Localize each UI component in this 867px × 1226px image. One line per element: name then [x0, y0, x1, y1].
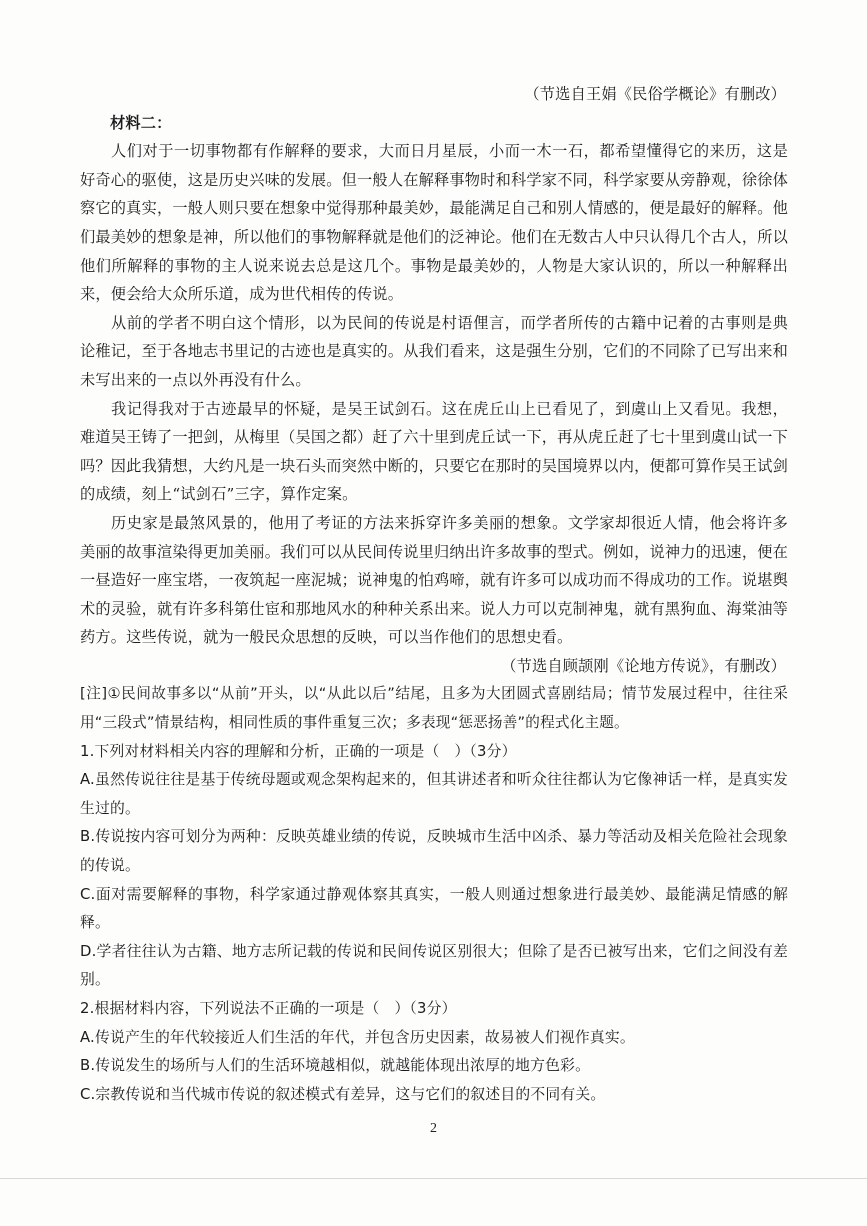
material-paragraph-2: 从前的学者不明白这个情形，以为民间的传说是村语俚言，而学者所传的古籍中记着的古事则是典论稚记，至于各地志书里记的古迹也是真实的。从我们看来，这是强生分别，它们的不同除了已写出来和未写出来的一点以外再没有什么。: [80, 313, 788, 389]
question-2-option-b: B.传说发生的场所与人们的生活环境越相似，就越能体现出浓厚的地方色彩。: [80, 1057, 591, 1075]
material-paragraph-3: 我记得我对于古迹最早的怀疑，是吴王试剑石。这在虎丘山上已看见了，到虞山上又看见。我想，难道吴王铸了一把剑，从梅里（吴国之都）赶了六十里到虎丘试一下，再从虎丘赶了七十里到虞山试一下吗？因此我猜想，大约凡是一块石头而突然中断的，只要它在那时的吴国境界以内，便都可算作吴王试剑的成绩，刻上“试剑石”三字，算作定案。: [80, 399, 788, 504]
bottom-divider: [0, 1178, 867, 1179]
annotation-note: [注]①民间故事多以“从前”开头，以“从此以后”结尾，且多为大团圆式喜剧结局；情节发展过程中，往往采用“三段式”情景结构，相同性质的事件重复三次；多表现“惩恶扬善”的程式化主题。: [80, 685, 788, 732]
question-2-stem: 2.根据材料内容，下列说法不正确的一项是（ ）（3分）: [80, 1000, 457, 1017]
page-number: 2: [430, 1121, 437, 1136]
material-paragraph-1: 人们对于一切事物都有作解释的要求，大而日月星辰，小而一木一石，都希望懂得它的来历，这是好奇心的驱使，这是历史兴味的发展。但一般人在解释事物时和科学家不同，科学家要从旁静观，徐徐体察它的真实，一般人则只要在想象中觉得那种最美妙，最能满足自己和别人情感的，便是最好的解释。他们最美妙的想象是神，所以他们的事物解释就是他们的泛神论。他们在无数古人中只认得几个古人，所以他们所解释的事物的主人说来说去总是这几个。事物是最美妙的，人物是大家认识的，所以一种解释出来，便会给大众所乐道，成为世代相传的传说。: [80, 142, 788, 304]
question-1-option-c: C.面对需要解释的事物，科学家通过静观体察其真实，一般人则通过想象进行最美妙、最能满足情感的解释。: [80, 885, 788, 932]
question-2-option-c: C.宗教传说和当代城市传说的叙述模式有差异，这与它们的叙述目的不同有关。: [80, 1085, 606, 1103]
material-paragraph-4: 历史家是最煞风景的，他用了考证的方法来拆穿许多美丽的想象。文学家却很近人情，他会将许多美丽的故事渲染得更加美丽。我们可以从民间传说里归纳出许多故事的型式。例如，说神力的迅速，便在一昼造好一座宝塔，一夜筑起一座泥城；说神鬼的怕鸡啼，就有许多可以成功而不得成功的工作。说堪舆术的灵验，就有许多科第仕宦和那地风水的种种关系出来。说人力可以克制神鬼，就有黑狗血、海棠油等药方。这些传说，就为一般民众思想的反映，可以当作他们的思想史看。: [80, 513, 788, 647]
question-1-option-d: D.学者往往认为古籍、地方志所记载的传说和民间传说区别很大；但除了是否已被写出来，它们之间没有差别。: [80, 942, 788, 989]
page-content: [80, 80, 788, 1109]
question-2-option-a: A.传说产生的年代较接近人们生活的年代，并包含历史因素，故易被人们视作真实。: [80, 1028, 635, 1046]
question-1-option-b: B.传说按内容可划分为两种：反映英雄业绩的传说，反映城市生活中凶杀、暴力等活动及相关危险社会现象的传说。: [80, 828, 788, 875]
question-1-stem: 1.下列对材料相关内容的理解和分析，正确的一项是（ ）（3分）: [80, 742, 517, 760]
material-two-heading: 材料二：: [110, 113, 172, 132]
question-1-option-a: A.虽然传说往往是基于传统母题或观念架构起来的，但其讲述者和听众往往都认为它像神话一样，是真实发生过的。: [80, 771, 788, 817]
source-citation-1: （节选自王娟《民俗学概论》有删改）: [524, 85, 786, 103]
source-citation-2: （节选自顾颉刚《论地方传说》，有删改）: [501, 656, 786, 675]
